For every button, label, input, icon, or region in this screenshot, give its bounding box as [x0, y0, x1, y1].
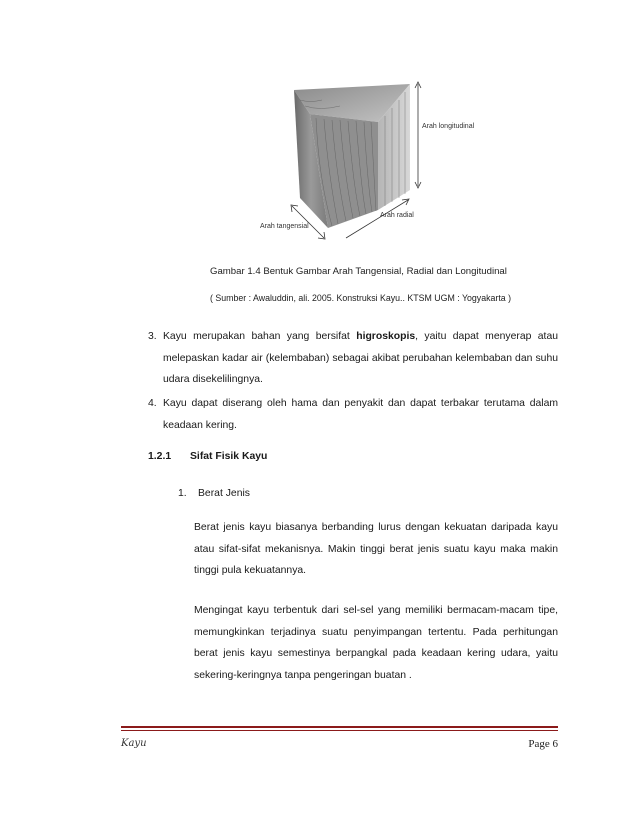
page-number: Page 6	[528, 738, 558, 750]
footer-title: Kayu	[121, 738, 147, 749]
figure-source: ( Sumber : Awaluddin, ali. 2005. Konstruksi Kayu.. KTSM UGM : Yogyakarta )	[210, 293, 512, 303]
wood-direction-figure	[250, 78, 500, 253]
subsection-title: Berat Jenis	[198, 488, 250, 499]
list-number: 3.	[148, 331, 157, 342]
figure-caption: Gambar 1.4 Bentuk Gambar Arah Tangensial, Radial dan Longitudinal	[210, 266, 507, 277]
subsection-heading	[178, 488, 250, 499]
list-item-3	[148, 326, 558, 391]
label-tangensial: Arah tangensial	[260, 223, 309, 230]
section-heading	[148, 451, 267, 462]
label-longitudinal: Arah longitudinal	[422, 123, 475, 130]
list-text: Kayu dapat diserang oleh hama dan penyakit dan dapat terbakar terutama dalam keadaan kering.	[163, 398, 558, 431]
list-item-4	[148, 393, 558, 436]
label-radial: Arah radial	[380, 212, 414, 219]
section-number: 1.2.1	[148, 451, 172, 462]
section-title: Sifat Fisik Kayu	[190, 451, 268, 462]
bold-term: higroskopis	[356, 331, 416, 342]
footer-rule-thin	[121, 730, 558, 731]
list-text: Kayu merupakan bahan yang bersifat higroskopis, yaitu dapat menyerap atau melepaskan kadar air (kelembaban) sebagai akibat perubahan kelembaban dan suhu udara disekelilingnya.	[163, 331, 559, 385]
subsection-number: 1.	[178, 488, 187, 499]
body-paragraph-2: Mengingat kayu terbentuk dari sel-sel yang memiliki bermacam-macam tipe, memungkinkan terjadinya suatu penyimpangan tertentu. Pada perhitungan berat jenis kayu semestinya berpangkal pada keadaan kering udara, yaitu sekering-keringnya tanpa pengeringan buatan .	[194, 605, 558, 681]
body-paragraph-1: Berat jenis kayu biasanya berbanding lurus dengan kekuatan daripada kayu atau sifat-sifat mekanisnya. Makin tinggi berat jenis suatu kayu maka makin tinggi pula kekuatannya.	[194, 522, 558, 576]
footer-rule-thick	[121, 726, 558, 728]
list-number: 4.	[148, 398, 157, 409]
